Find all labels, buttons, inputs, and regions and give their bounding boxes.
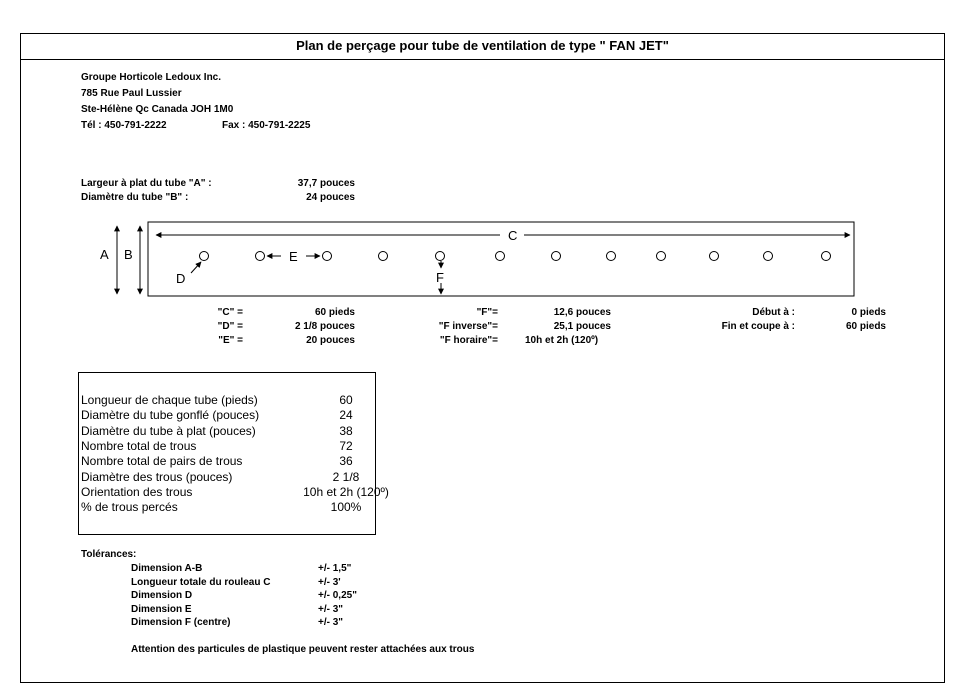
summary-label: Nombre total de pairs de trous	[81, 454, 243, 469]
summary-label: Longueur de chaque tube (pieds)	[81, 393, 258, 407]
summary-value: 2 1/8	[332, 469, 360, 484]
summary-value: 72	[339, 438, 353, 453]
summary-label: Diamètre des trous (pouces)	[81, 469, 233, 484]
hole	[379, 252, 388, 261]
tolerance-label: Dimension F (centre)	[131, 617, 231, 628]
hole	[657, 252, 666, 261]
hole	[323, 252, 332, 261]
summary-value: 36	[339, 454, 353, 469]
hole	[607, 252, 616, 261]
start-value: 0 pieds	[851, 307, 886, 318]
summary-label: Orientation des trous	[81, 484, 193, 499]
summary-value: 38	[339, 423, 353, 438]
label-e: E	[289, 249, 298, 264]
hole	[822, 252, 831, 261]
summary-value: 24	[339, 408, 353, 423]
end-label: Fin et coupe à :	[721, 321, 795, 332]
tolerance-label: Dimension A-B	[131, 563, 203, 574]
dim-e-label: "E" =	[218, 335, 243, 346]
tolerance-value: +/- 1,5"	[318, 563, 352, 574]
dimension-d-pointer	[191, 262, 201, 273]
dim-f-horaire-label: "F horaire"=	[439, 335, 498, 346]
tube-width-value: 37,7 pouces	[297, 178, 355, 189]
hole	[710, 252, 719, 261]
label-c: C	[508, 228, 518, 243]
dim-f-inverse-label: "F inverse"=	[438, 321, 498, 332]
hole	[496, 252, 505, 261]
page-title: Plan de perçage pour tube de ventilation de type " FAN JET"	[20, 33, 945, 60]
tolerance-label: Longueur totale du rouleau C	[131, 576, 271, 588]
start-label: Début à :	[752, 307, 795, 318]
company-fax: Fax : 450-791-2225	[222, 120, 311, 131]
company-name: Groupe Horticole Ledoux Inc.	[81, 72, 222, 83]
summary-label: Diamètre du tube à plat (pouces)	[81, 423, 256, 438]
hole	[200, 252, 209, 261]
summary-label: Nombre total de trous	[81, 438, 197, 453]
dim-f-inverse-value: 25,1 pouces	[553, 321, 611, 332]
summary-value: 60	[339, 393, 353, 407]
label-a: A	[100, 247, 109, 262]
dim-c-value: 60 pieds	[314, 307, 355, 318]
tube-diameter-value: 24 pouces	[306, 192, 355, 203]
company-address: 785 Rue Paul Lussier	[81, 88, 182, 99]
tolerance-value: +/- 3"	[318, 603, 344, 615]
dim-f-value: 12,6 pouces	[553, 307, 611, 318]
tube-width-label: Largeur à plat du tube "A" :	[81, 178, 212, 189]
summary-label: Diamètre du tube gonflé (pouces)	[81, 408, 260, 423]
end-value: 60 pieds	[845, 321, 886, 332]
summary-label: % de trous percés	[81, 500, 178, 515]
tube-diameter-label: Diamètre du tube "B" :	[81, 192, 189, 203]
tolerance-value: +/- 3'	[318, 576, 341, 588]
hole	[256, 252, 265, 261]
summary-value: 100%	[330, 500, 362, 515]
tolerances-note: Attention des particules de plastique peuvent rester attachées aux trous	[131, 644, 475, 655]
tolerance-label: Dimension D	[131, 590, 193, 601]
hole	[436, 252, 445, 261]
tolerance-value: +/- 0,25"	[318, 590, 357, 601]
dim-f-horaire-value: 10h et 2h (120º)	[525, 335, 599, 346]
dim-c-label: "C" =	[217, 307, 243, 318]
label-b: B	[124, 247, 133, 262]
dim-e-value: 20 pouces	[306, 335, 355, 346]
dim-d-label: "D" =	[217, 321, 243, 332]
tolerance-value: +/- 3"	[318, 617, 344, 628]
label-d: D	[176, 271, 186, 286]
company-tel: Tél : 450-791-2222	[81, 120, 167, 131]
dim-f-label: "F"=	[476, 307, 498, 318]
hole	[552, 252, 561, 261]
tolerances-heading: Tolérances:	[81, 549, 137, 560]
summary-value: 10h et 2h (120º)	[303, 484, 389, 499]
company-city: Ste-Hélène Qc Canada JOH 1M0	[81, 104, 234, 115]
hole	[764, 252, 773, 261]
dim-d-value: 2 1/8 pouces	[294, 321, 355, 332]
tolerance-label: Dimension E	[131, 603, 192, 615]
label-f: F	[436, 270, 444, 285]
